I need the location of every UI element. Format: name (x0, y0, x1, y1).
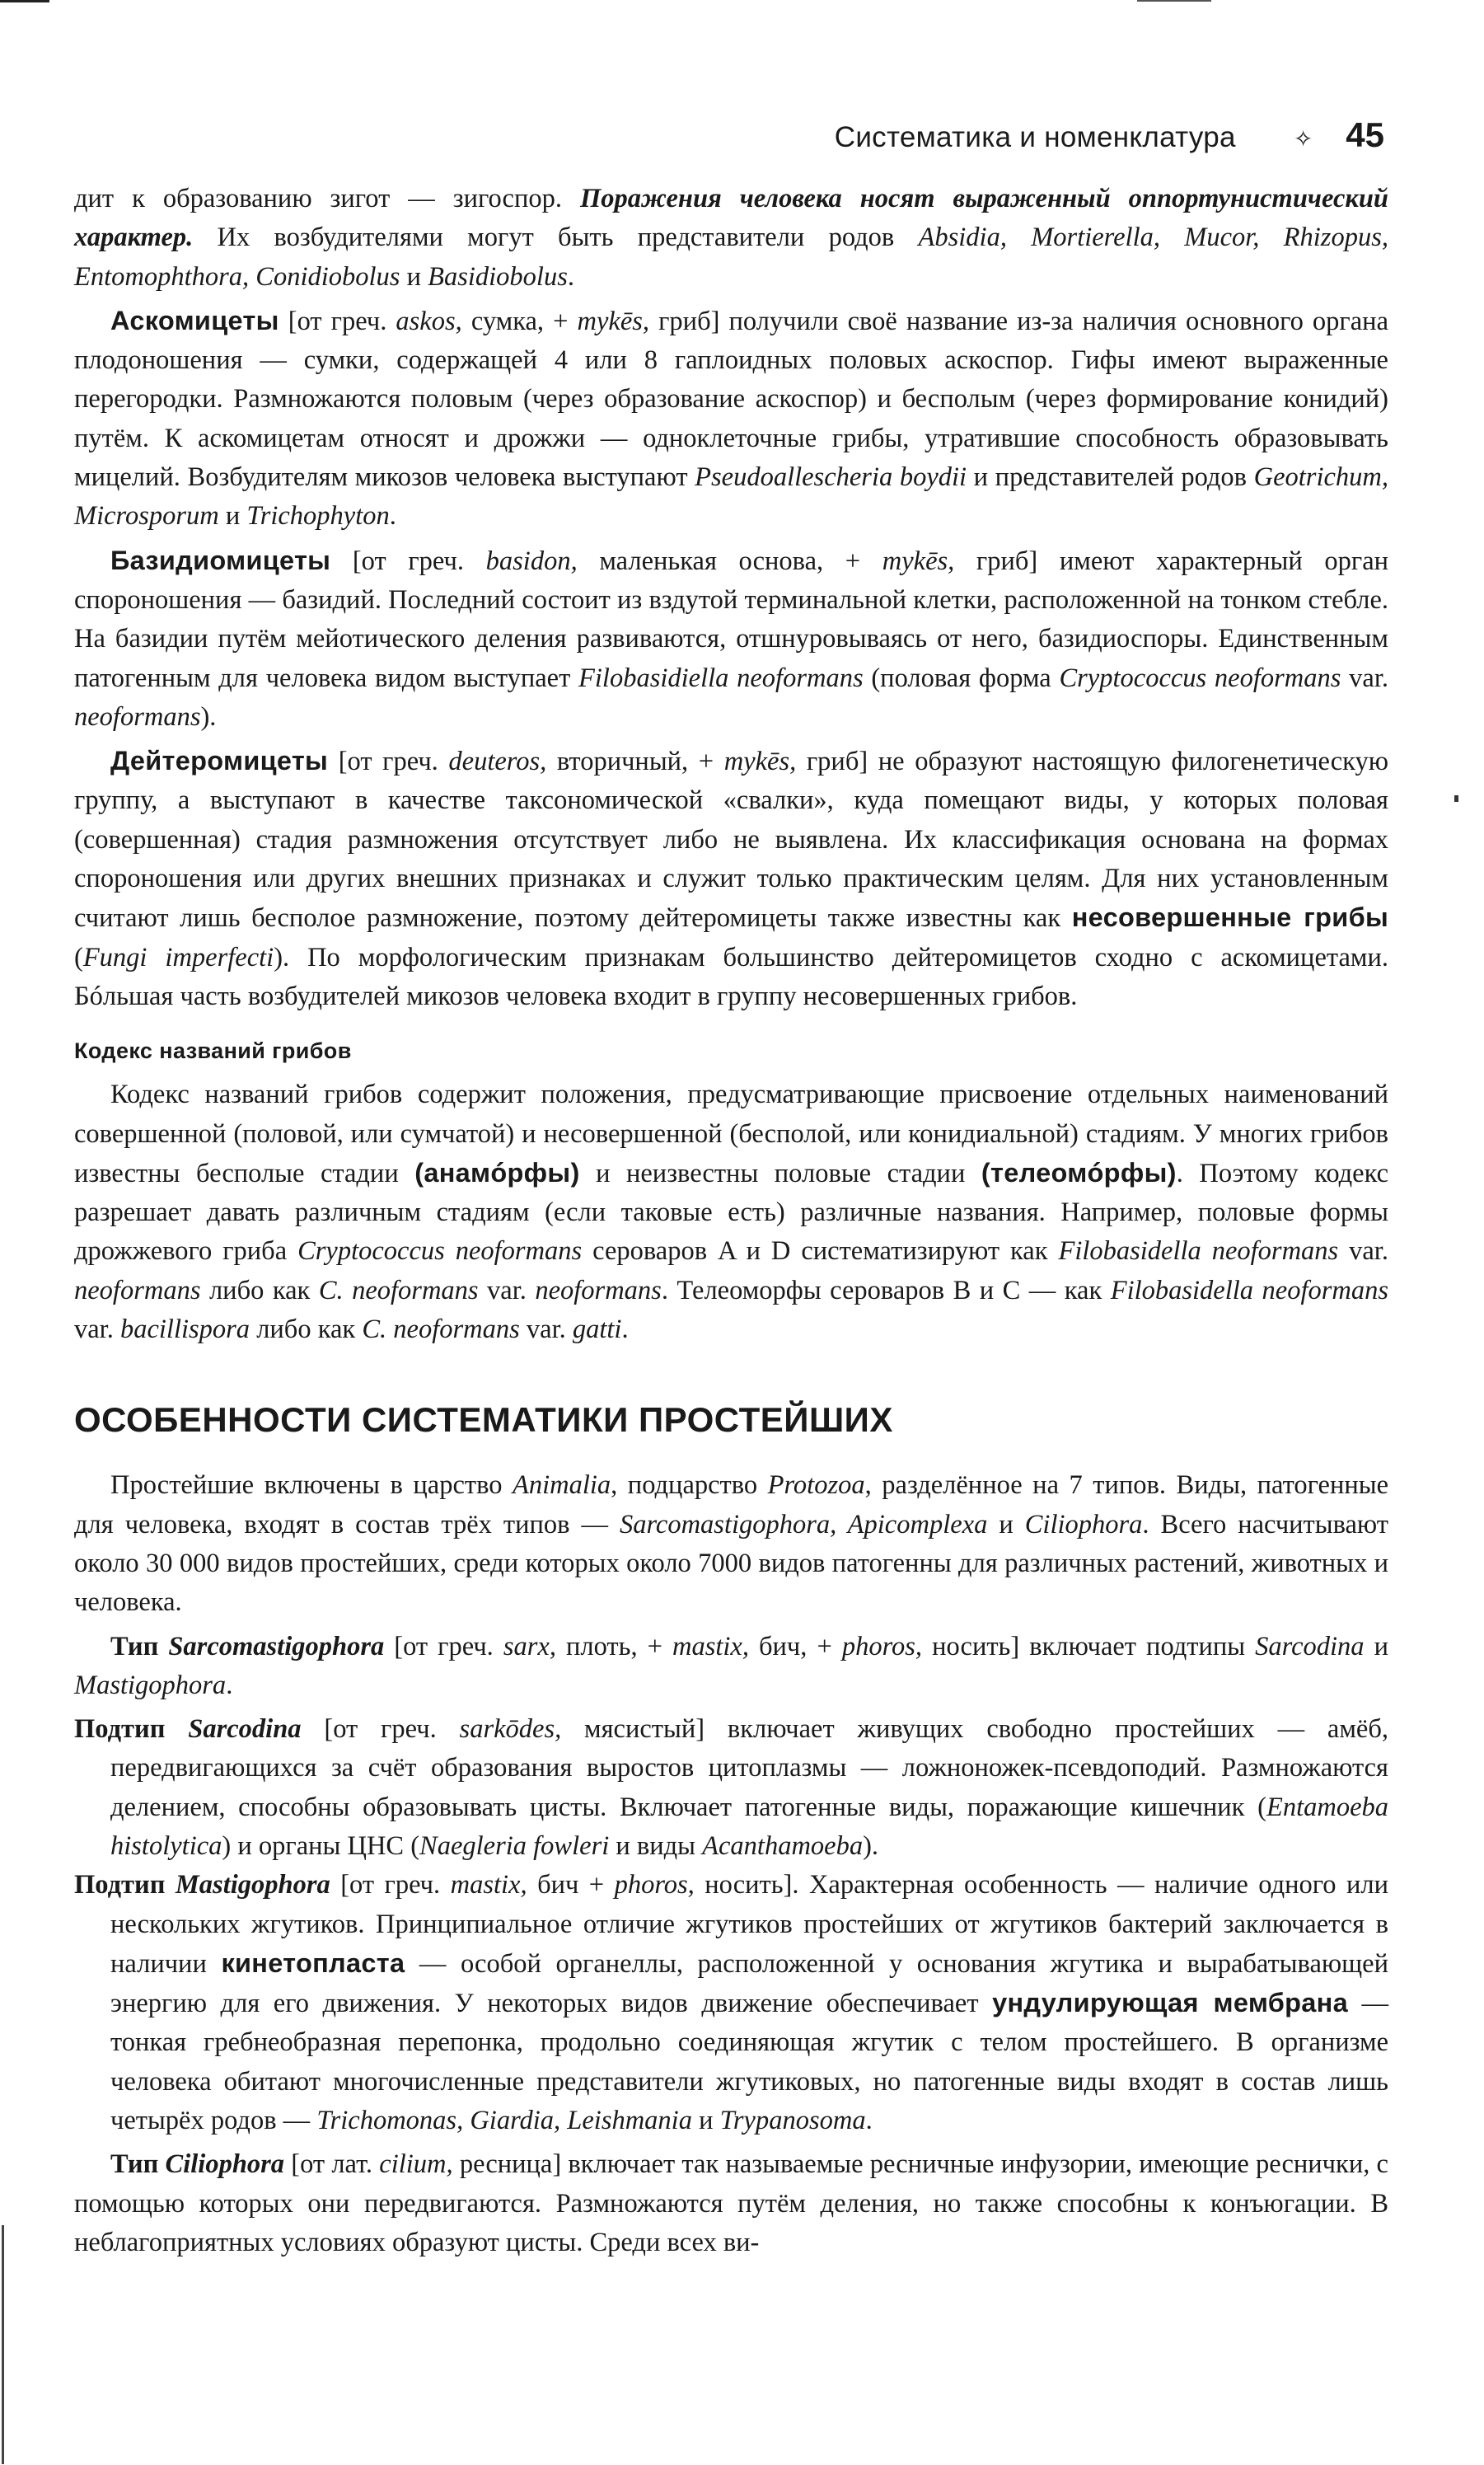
scan-artifact-top-mid (1137, 0, 1211, 2)
diamond-icon: ✧ (1293, 125, 1313, 152)
paragraph-ascomycetes: Аскомицеты [от греч. askos, сумка, + mykēs, гриб] получили своё название из-за наличия основного органа плодоношения — сумки, содержащей 4 или 8 гаплоидных половых аскоспор. Гифы имеют выраженные перегородки. Размножаются половым (через образование аскоспор) и бесполым (через формирование конидий) путём. К аскомицетам относят и дрожжи — одноклеточные грибы, утратившие способность образовывать мицелий. Возбудителям микозов человека выступают Pseudoallescheria boydii и представителей родов Geotrichum, Microsporum и Trichophyton. (74, 305, 1388, 532)
section-title: ОСОБЕННОСТИ СИСТЕМАТИКИ ПРОСТЕЙШИХ (74, 1400, 893, 1440)
paragraph-sarcodina: Подтип Sarcodina [от греч. sarkōdes, мясистый] включает живущих свободно простейших — амёб, передвигающихся за счёт образования выростов цитоплазмы — ложноножек-псевдоподий. Размножаются делением, способны образовывать цисты. Включает патогенные виды, поражающие кишечник (Entamoeba histolytica) и органы ЦНС (Naegleria fowleri и виды Acanthamoeba). (74, 1714, 1389, 1861)
paragraph-codex: Кодекс названий грибов содержит положения, предусматривающие присвоение отдельных наименований совершенной (половой, или сумчатой) и несовершенной (бесполой, или конидиальной) стадиям. У многих грибов известны бесполые стадии (анамóрфы) и неизвестны половые стадии (телеомóрфы). Поэтому кодекс разрешает давать различным стадиям (если таковые есть) различные названия. Например, половые формы дрожжевого гриба Cryptococcus neoformans сероваров A и D систематизируют как Filobasidella neoformans var. neoformans либо как C. neoformans var. neoformans. Телеоморфы сероваров B и C — как Filobasidella neoformans var. bacillispora либо как C. neoformans var. gatti. (74, 1080, 1389, 1345)
page-body (74, 180, 1388, 2262)
scan-artifact-left-edge (2, 2225, 4, 2464)
paragraph-mastigophora: Подтип Mastigophora [от греч. mastix, бич + phoros, носить]. Характерная особенность — наличие одного или нескольких жгутиков. Принципиальное отличие жгутиков простейших от жгутиков бактерий заключается в наличии кинетопласта — особой органеллы, расположенной у основания жгутика и вырабатывающей энергию для его движения. У некоторых видов движение обеспечивает ундулирующая мембрана — тонкая гребнеобразная перепонка, продольно соединяющая жгутик с телом простейшего. В организме человека обитают многочисленные представители жгутиковых, но патогенные виды входят в состав лишь четырёх родов — Trichomonas, Giardia, Leishmania и Trypanosoma. (74, 1870, 1388, 2136)
subheading-codex: Кодекс названий грибов (74, 1038, 352, 1064)
term-deuteromycetes: Дейтеромицеты (110, 746, 329, 776)
term-basidiomycetes: Базидиомицеты (110, 545, 331, 575)
scan-artifact-top-left (0, 0, 49, 2)
paragraph-basidiomycetes: Базидиомицеты [от греч. basidon, маленькая основа, + mykēs, гриб] имеют характерный орган спороношения — базидий. Последний состоит из вздутой терминальной клетки, расположенной на тонком стебле. На базидии путём мейотического деления развиваются, отшнуровываясь от него, базидиоспоры. Единственным патогенным для человека видом выступает Filobasidiella neoformans (половая форма Cryptococcus neoformans var. neoformans). (74, 545, 1389, 732)
paragraph-protozoa: Простейшие включены в царство Animalia, подцарство Protozoa, разделённое на 7 типов. Виды, патогенные для человека, входят в состав трёх типов — Sarcomastigophora, Apicomplexa и Ciliophora. Всего насчитывают около 30 000 видов простейших, среди которых около 7000 видов патогенны для различных растений, животных и человека. (74, 1470, 1388, 1618)
scan-artifact-dot (1454, 795, 1458, 802)
running-head (74, 115, 1384, 165)
paragraph-intro: дит к образованию зигот — зигоспор. Поражения человека носят выраженный оппортунистический характер. Их возбудителями могут быть представители родов Absidia, Mortierella, Mucor, Rhizopus, Entomophthora, Conidiobolus и Basidiobolus. (74, 184, 1388, 292)
paragraph-sarcomastigophora: Тип Sarcomastigophora [от греч. sarx, плоть, + mastix, бич, + phoros, носить] включает подтипы Sarcodina и Mastigophora. (74, 1631, 1388, 1700)
running-head-title: Систематика и номенклатура (834, 121, 1236, 153)
term-sarcodina: Sarcodina (188, 1714, 302, 1745)
term-sarcomastigophora: Sarcomastigophora (168, 1631, 385, 1661)
paragraph-deuteromycetes: Дейтеромицеты [от греч. deuteros, вторичный, + mykēs, гриб] не образуют настоящую филогенетическую группу, а выступают в качестве таксономической «свалки», куда помещают виды, у которых половая (совершенная) стадия размножения отсутствует либо не выявлена. Их классификация основана на формах спороношения или других внешних признаках и служит только практическим целям. Для них установленным считают лишь бесполое размножение, поэтому дейтеромицеты также известны как несовершенные грибы (Fungi imperfecti). По морфологическим признакам большинство дейтеромицетов сходно с аскомицетами. Бóльшая часть возбудителей микозов человека входит в группу несовершенных грибов. (74, 746, 1389, 1011)
paragraph-ciliophora: Тип Ciliophora [от лат. cilium, ресница] включает так называемые ресничные инфузории, имеющие реснички, с помощью которых они передвигаются. Размножаются путём деления, но также способны к конъюгации. В неблагоприятных условиях образуют цисты. Среди всех ви- (74, 2149, 1388, 2257)
term-ciliophora: Ciliophora (165, 2149, 285, 2180)
term-ascomycetes: Аскомицеты (110, 305, 279, 335)
page-number: 45 (1346, 115, 1384, 154)
term-mastigophora: Mastigophora (175, 1870, 330, 1900)
